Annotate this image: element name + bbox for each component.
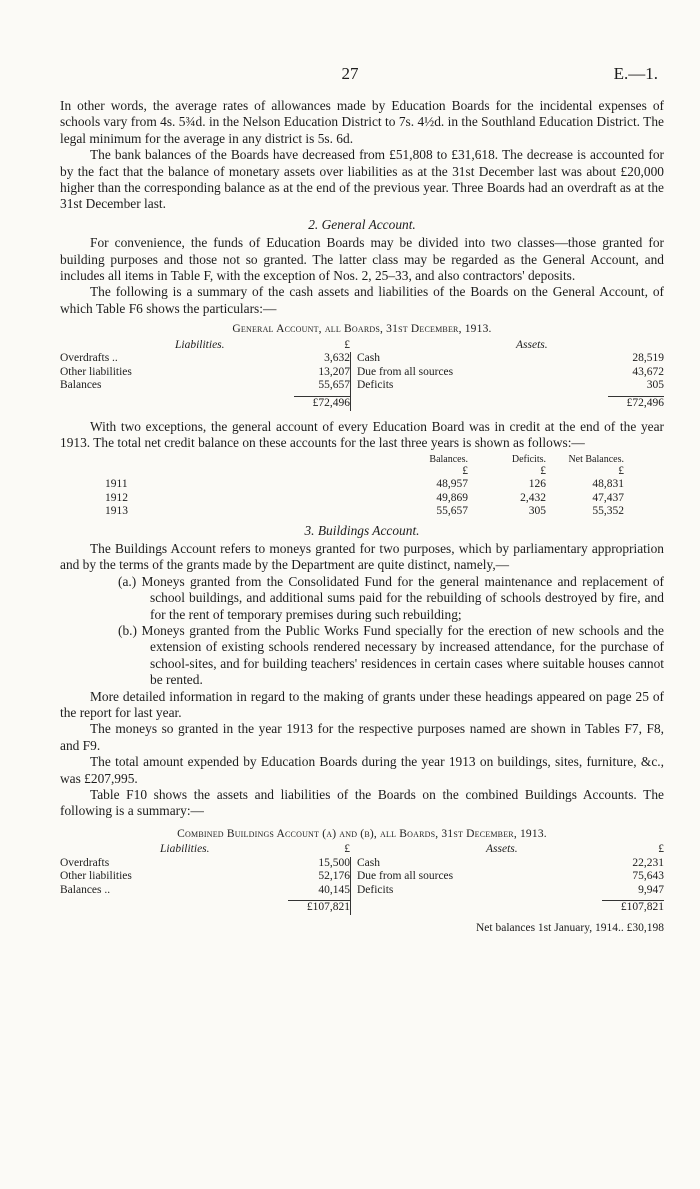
- liabilities-heading: Liabilities.: [160, 843, 210, 856]
- net-balances-footnote: Net balances 1st January, 1914.. £30,198: [475, 922, 664, 935]
- paragraph: Table F10 shows the assets and liabilities of the Boards on the combined Buildings Accounts. The following is a summary:—: [60, 787, 664, 819]
- assets-heading: Assets.: [486, 843, 518, 856]
- net-balances-table: Balances. Deficits. Net Balances. £ £ £ 1911 48,957 126 48,831 1912 49,869 2,432 47,437 1913 55,657 305 55,352: [60, 454, 664, 519]
- paragraph: The following is a summary of the cash assets and liabilities of the Boards on the General Account, of which Table F6 shows the particulars:—: [60, 284, 664, 316]
- general-account-table: [60, 339, 664, 411]
- table-row: Balances .. 40,145 Deficits 9,947: [60, 883, 664, 896]
- list-item: (a.) Moneys granted from the Consolidated Fund for the general maintenance and replacement of school buildings, and additional sums paid for the rebuilding of schools destroyed by fire, and for the rent of temporary premises during such rebuilding;: [118, 573, 664, 622]
- list-item: (b.) Moneys granted from the Public Works Fund specially for the erection of new schools and the extension of existing schools rendered necessary by increased attendance, for the purchase of school-sites, and for building teachers' residences in certain cases where suitable houses cannot be rented.: [118, 622, 664, 688]
- assets-heading: Assets.: [516, 338, 548, 351]
- paragraph: More detailed information in regard to the making of grants under these headings appeared on page 25 of the report for last year.: [60, 688, 664, 720]
- section-heading: 2. General Account.: [308, 216, 416, 232]
- table-total-row: £107,821 £107,821: [60, 897, 664, 915]
- paragraph: For convenience, the funds of Education Boards may be divided into two classes—those granted for building purposes and those not so granted. The latter class may be regarded as the General Account, and includes all items in Table F, with the exception of Nos. 2, 25–33, and also contractors' deposits.: [60, 235, 664, 284]
- document-reference: E.—1.: [613, 64, 658, 83]
- table-row: Other liabilities 52,176 Due from all sources 75,643: [60, 870, 664, 883]
- currency-symbol: £: [344, 843, 350, 856]
- paragraph: In other words, the average rates of allowances made by Education Boards for the incidental expenses of schools vary from 4s. 5¾d. in the Nelson Education District to 7s. 4½d. in the Southland Education District. The legal minimum for the average in any district is 5s. 6d.: [60, 98, 664, 146]
- page-header: [0, 64, 700, 84]
- paragraph: With two exceptions, the general account of every Education Board was in credit at the end of the year 1913. The total net credit balance on these accounts for the last three years is shown as follows:—: [60, 418, 664, 451]
- table-row: Overdrafts 15,500 Cash 22,231: [60, 856, 664, 869]
- column-header: Net Balances.: [568, 453, 624, 465]
- buildings-account-table: Liabilities. £ Assets. £ Overdrafts 15,500 Cash 22,231 Other liabilities 52,176 Due from all sources 75,643 Balances .. 40,145 Deficits 9,947 £107,821 £107,821: [60, 843, 664, 914]
- section-heading: 3. Buildings Account.: [304, 522, 420, 538]
- table-caption: Combined Buildings Account (a) and (b), all Boards, 31st December, 1913.: [177, 827, 547, 840]
- table-total-row: £72,496 £72,496: [60, 393, 664, 411]
- table-row: Overdrafts .. 3,632 Cash 28,519: [60, 352, 664, 365]
- currency-symbol: £: [344, 338, 350, 351]
- table-row: Balances 55,657 Deficits 305: [60, 379, 664, 392]
- column-header: Deficits.: [511, 453, 546, 465]
- table-caption: General Account, all Boards, 31st December, 1913.: [232, 323, 492, 336]
- column-header: Balances.: [429, 453, 468, 465]
- table-row: Other liabilities 13,207 Due from all sources 43,672: [60, 365, 664, 378]
- paragraph: The Buildings Account refers to moneys granted for two purposes, which by parliamentary appropriation and by the terms of the grants made by the Department are quite distinct, namely,—: [60, 540, 664, 573]
- document-body: [60, 98, 664, 937]
- table-row: 1911 48,957 126 48,831: [105, 478, 624, 490]
- page-number: 27: [341, 64, 359, 83]
- paragraph: The moneys so granted in the year 1913 for the respective purposes named are shown in Tables F7, F8, and F9.: [60, 721, 664, 753]
- paragraph: The total amount expended by Education Boards during the year 1913 on buildings, sites, furniture, &c., was £207,995.: [60, 754, 664, 786]
- liabilities-heading: Liabilities.: [175, 338, 225, 351]
- paragraph: The bank balances of the Boards have decreased from £51,808 to £31,618. The decrease is accounted for by the fact that the balance of monetary assets over liabilities as at the 31st December last was about £20,000 higher than the corresponding balance as at the end of the previous year. Three Boards had an overdraft as at the 31st December last.: [60, 147, 664, 212]
- table-row: 1912 49,869 2,432 47,437: [105, 491, 624, 504]
- table-row: 1913 55,657 305 55,352: [105, 505, 624, 517]
